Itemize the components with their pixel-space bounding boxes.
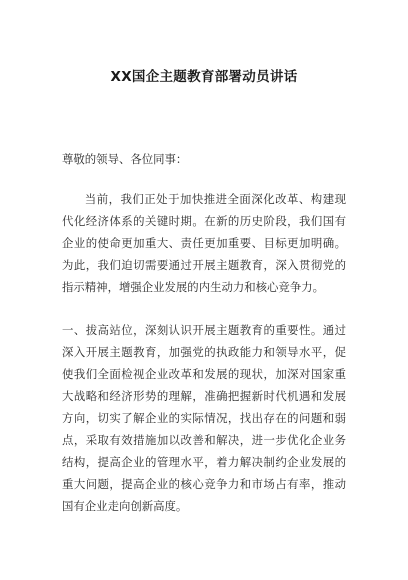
- section-one-paragraph: 一、拔高站位，深刻认识开展主题教育的重要性。通过深入开展主题教育，加强党的执政能力和领导水平，促使我们全面检视企业改革和发展的现状，加深对国家重大战略和经济形势的理解，准确把握新时代机遇和发展方向，切实了解企业的实际情况，找出存在的问题和弱点，采取有效措施加以改善和解决，进一步优化企业务结构，提高企业的管理水平，着力解决制约企业发展的重大问题，提高企业的核心竞争力和市场占有率，推动国有企业走向创新高度。: [62, 323, 346, 513]
- greeting-paragraph: 尊敬的领导、各位同事：: [62, 152, 188, 166]
- intro-paragraph: 当前，我们正处于加快推进全面深化改革、构建现代化经济体系的关键时期。在新的历史阶段，我们国有企业的使命更加重大、责任更加重要、目标更加明确。为此，我们迫切需要通过开展主题教育，深入贯彻党的指示精神，增强企业发展的内生动力和核心竞争力。: [62, 192, 346, 294]
- document-title: XX国企主题教育部署动员讲话: [110, 69, 298, 85]
